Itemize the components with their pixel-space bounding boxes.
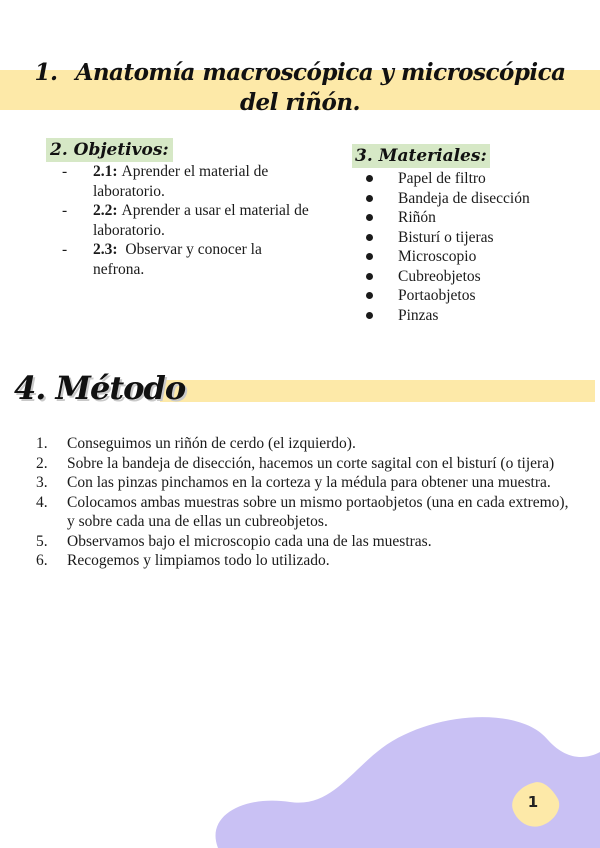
method-step: 6. Recogemos y limpiamos todo lo utilizado. (36, 552, 330, 569)
method-step: 1. Conseguimos un riñón de cerdo (el izquierdo). (36, 435, 356, 452)
material-item: Bisturí o tijeras (366, 228, 566, 248)
wave-shape (216, 717, 600, 848)
dash-bullet: - (62, 163, 68, 180)
title-number: 1. (34, 59, 58, 86)
title-text: Anatomía macroscópica y microscópica del riñón. (75, 59, 566, 116)
method-heading: 4. Método (14, 369, 186, 407)
material-item: Microscopio (366, 247, 566, 267)
material-item: Bandeja de disección (366, 189, 566, 209)
method-step: 5. Observamos bajo el microscopio cada una de las muestras. (36, 532, 432, 550)
method-step: 2. Sobre la bandeja de disección, hacemos un corte sagital con el bisturí (o tijera) (36, 454, 555, 472)
dash-bullet: - (62, 241, 68, 258)
objective-item: - 2.2: Aprender a usar el material de laboratorio. (62, 202, 309, 239)
material-item: Pinzas (366, 306, 566, 326)
material-item: Riñón (366, 208, 566, 228)
material-item: Papel de filtro (366, 169, 566, 189)
objective-item: - 2.1: Aprender el material de laboratorio. (62, 163, 269, 200)
method-step: 3. Con las pinzas pinchamos en la corteza y la médula para obtener una muestra. (36, 474, 551, 491)
dash-bullet: - (62, 202, 68, 219)
page-number: 1 (527, 793, 539, 811)
material-item: Portaobjetos (366, 286, 566, 306)
objectives-heading: 2. Objetivos: (46, 138, 173, 162)
objective-item: - 2.3: Observar y conocer la nefrona. (62, 241, 262, 278)
materials-heading: 3. Materiales: (352, 144, 490, 168)
method-step: 4. Colocamos ambas muestras sobre un mismo portaobjetos (una en cada extremo), y sobre cada una de ellas un cubreobjetos. (36, 493, 569, 530)
material-item: Cubreobjetos (366, 267, 566, 287)
